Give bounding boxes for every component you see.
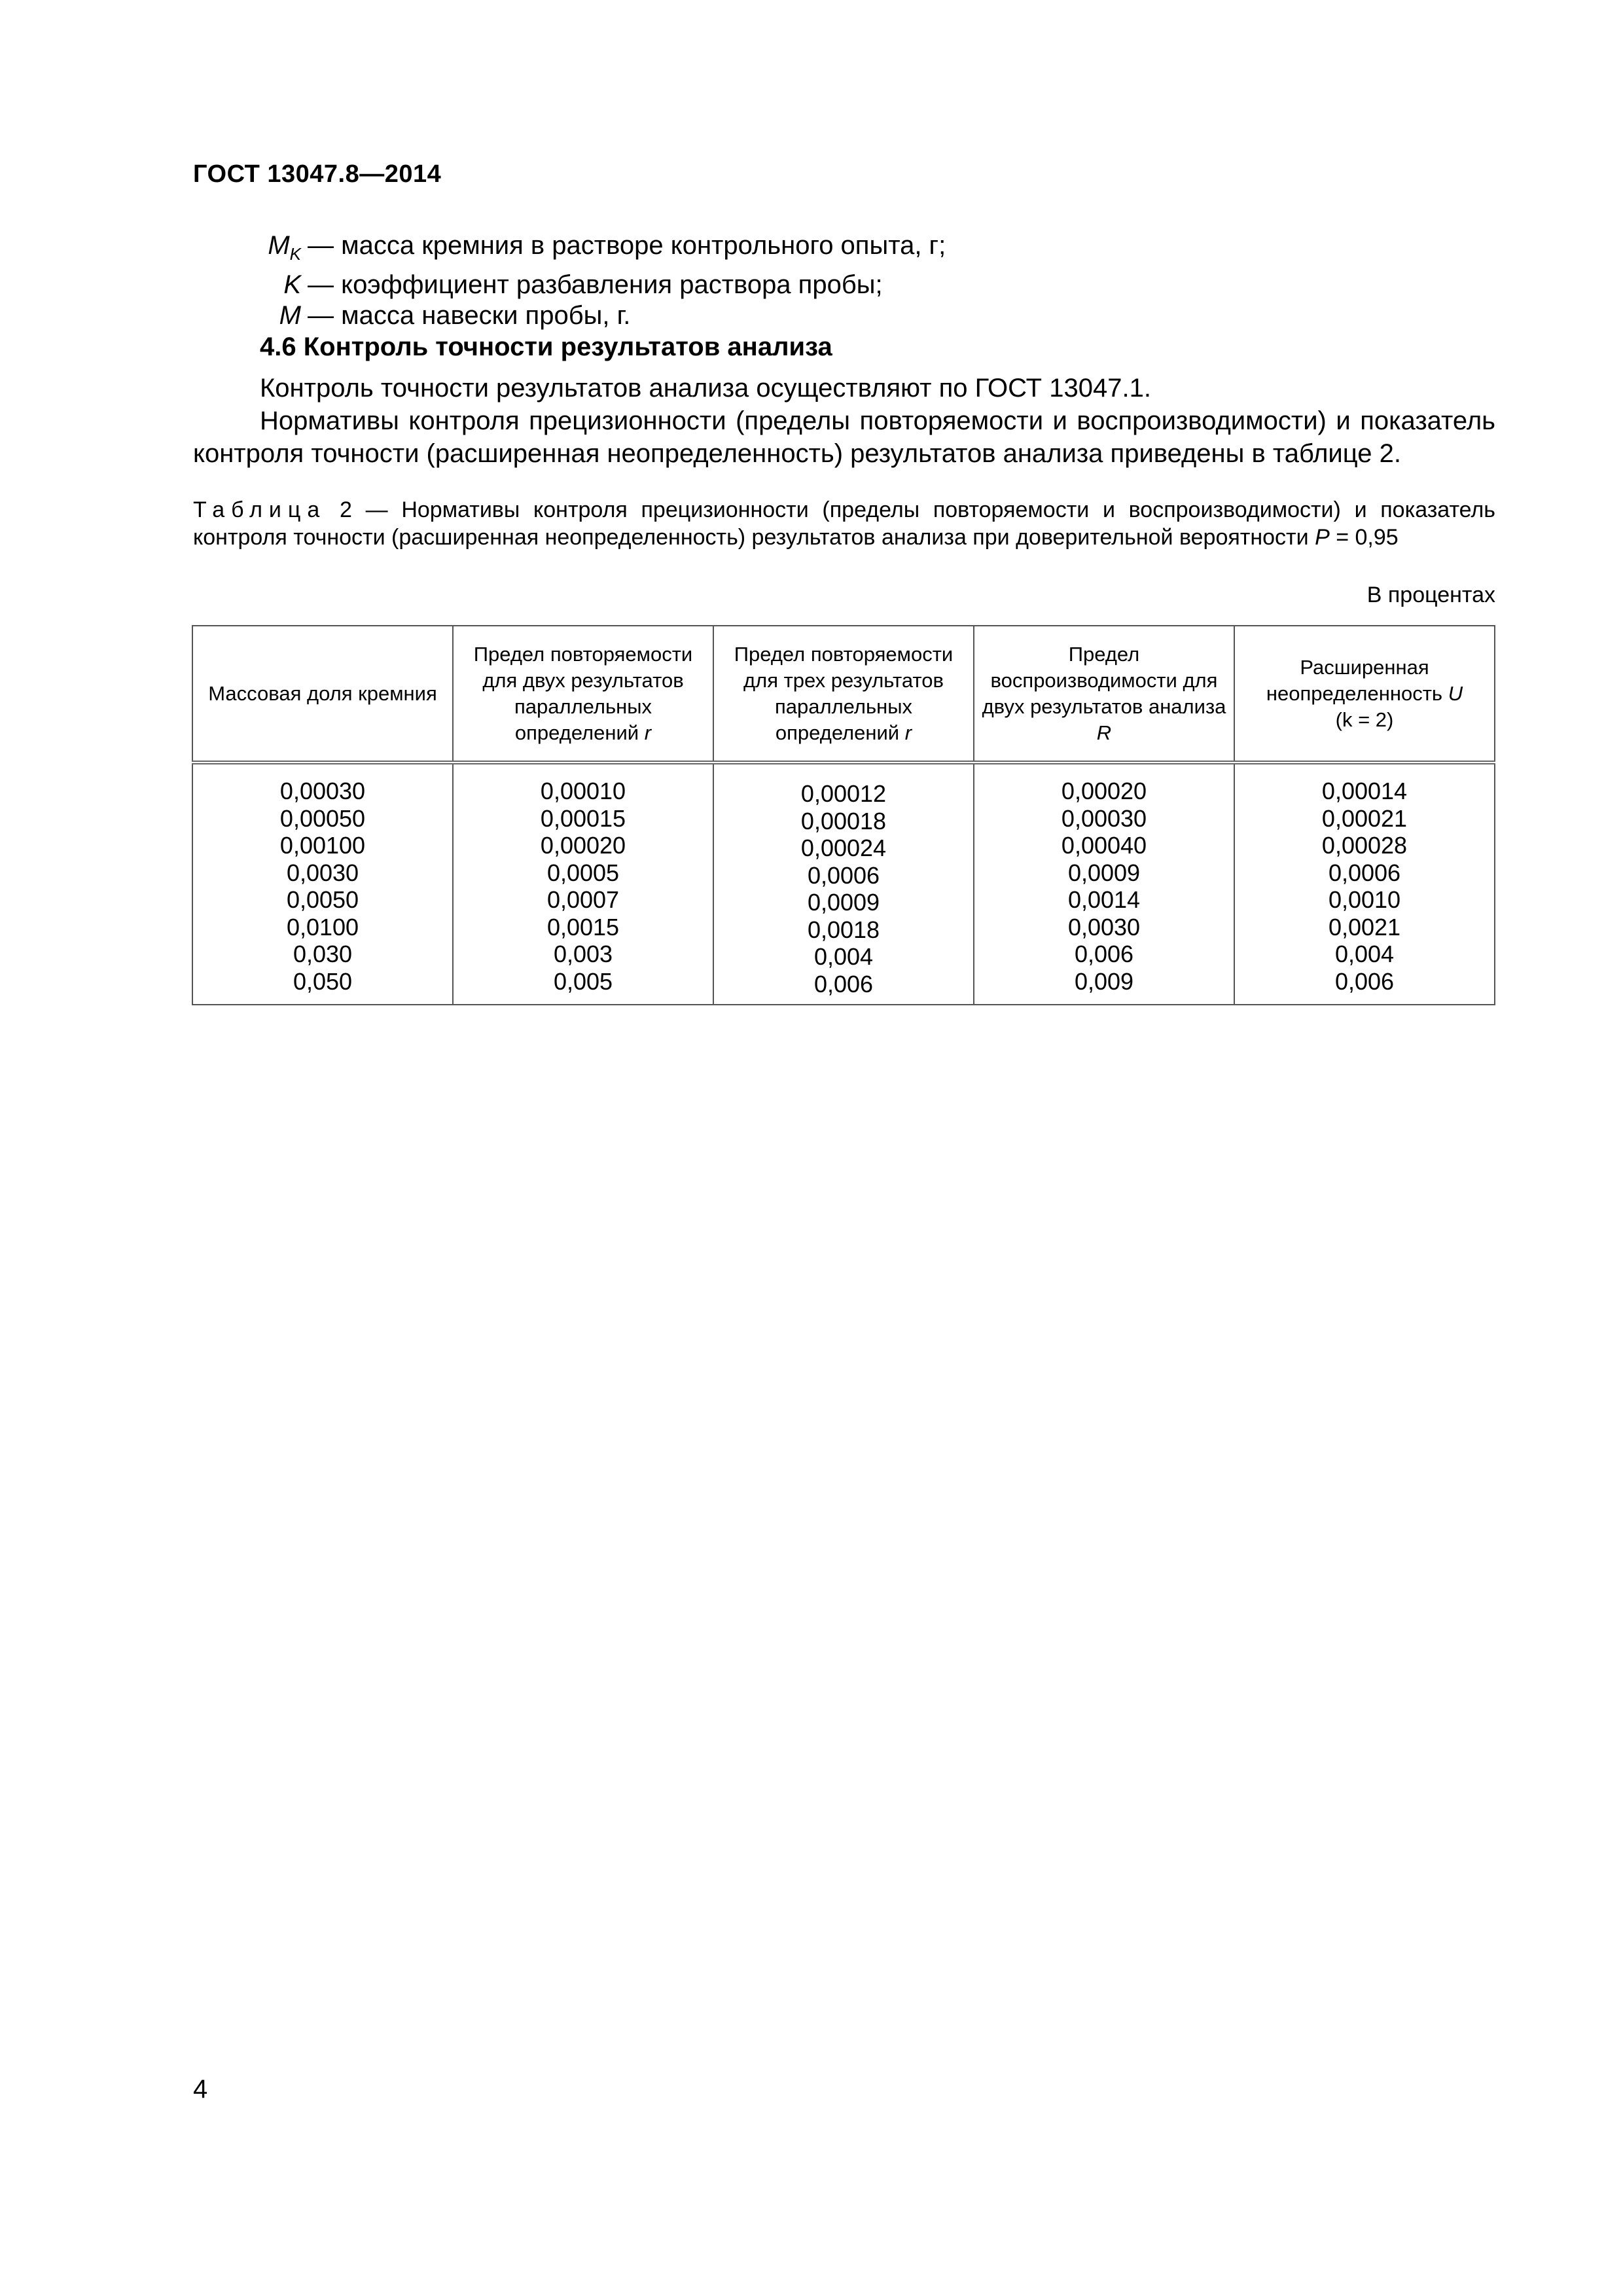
table-caption-label: Таблица [193,497,327,522]
table-caption-number: 2 [340,497,352,522]
table-caption-text: — Нормативы контроля прецизионности (пределы повторяемости и воспроизводимости) и показатель контроля точности (расширенная неопределенность) результатов анализа при доверительной вероятности [193,497,1495,550]
definition-symbol: K [283,270,301,299]
paragraph: Контроль точности результатов анализа осуществляют по ГОСТ 13047.1. [260,374,1151,403]
table-caption [193,496,1495,551]
column-header: Предел воспроизводимости для двух результатов анализа R [974,626,1234,762]
column-header: Предел повторяемости для трех результатов параллельных определений r [713,626,974,762]
table-cell-column: 0,00020 0,00030 0,00040 0,0009 0,0014 0,0030 0,006 0,009 [974,762,1234,1005]
definition-text: — коэффициент разбавления раствора пробы; [308,270,883,299]
table-cell-column: 0,00010 0,00015 0,00020 0,0005 0,0007 0,0015 0,003 0,005 [453,762,713,1005]
definition-symbol: M [279,301,301,330]
definition-item [236,300,946,331]
paragraph: Нормативы контроля прецизионности (пределы повторяемости и воспроизводимости) и показатель контроля точности (расширенная неопределенность) результатов анализа приведены в таблице 2. [193,406,1495,468]
definition-subscript: K [289,244,301,264]
column-header: Расширенная неопределенность U (k = 2) [1234,626,1495,762]
table-cell-column: 0,00012 0,00018 0,00024 0,0006 0,0009 0,0018 0,004 0,006 [713,762,974,1005]
probability-symbol: P [1315,525,1330,550]
table-cell-column: 0,00014 0,00021 0,00028 0,0006 0,0010 0,0021 0,004 0,006 [1234,762,1495,1005]
probability-value: = 0,95 [1336,525,1399,550]
definition-item [236,270,946,300]
page-number: 4 [193,2075,208,2104]
table-row [192,762,1495,1005]
precision-table [192,625,1495,1005]
document-code-header: ГОСТ 13047.8—2014 [193,160,442,188]
column-header: Предел повторяемости для двух результатов параллельных определений r [453,626,713,762]
units-note: В процентах [1366,583,1495,607]
definition-item [236,230,946,270]
definition-symbol: M [268,231,290,260]
table-cell-column: 0,00030 0,00050 0,00100 0,0030 0,0050 0,0100 0,030 0,050 [192,762,453,1005]
definition-text: — масса навески пробы, г. [308,301,631,330]
section-title: 4.6 Контроль точности результатов анализа [260,332,832,361]
table-header-row [192,626,1495,762]
column-header: Массовая доля кремния [192,626,453,762]
definition-text: — масса кремния в растворе контрольного опыта, г; [308,231,946,260]
symbol-definitions [236,230,946,331]
